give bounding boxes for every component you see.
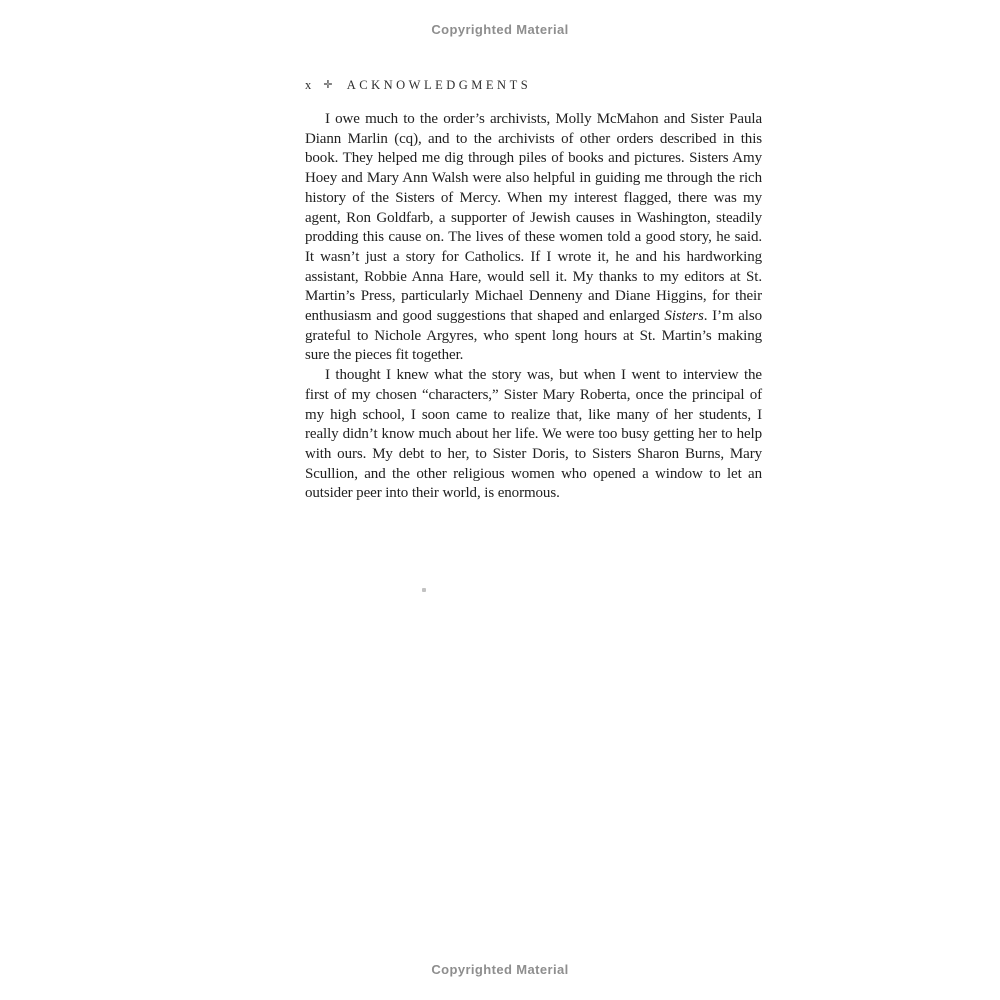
running-head	[305, 78, 762, 93]
paragraph-text: I owe much to the order’s archivists, Molly McMahon and Sister Paula Diann Marlin (cq), and to the archivists of other orders described in this book. They helped me dig through piles of books and pictures. Sisters Amy Hoey and Mary Ann Walsh were also helpful in guiding me through the rich history of the Sisters of Mercy. When my interest flagged, there was my agent, Ron Goldfarb, a supporter of Jewish causes in Washington, steadily prodding this cause on. The lives of these women told a good story, he said. It wasn’t just a story for Catholics. If I wrote it, he and his hardworking assistant, Robbie Anna Hare, would sell it. My thanks to my editors at St. Martin’s Press, particularly Michael Denneny and Diane Higgins, for their enthusiasm and good suggestions that shaped and enlarged	[305, 111, 762, 325]
copyright-notice-bottom: Copyrighted Material	[431, 962, 569, 977]
paragraph	[305, 110, 762, 366]
paragraph-text: I thought I knew what the story was, but when I went to interview the first of my chosen “characters,” Sister Mary Roberta, once the principal of my high school, I soon came to realize that, like many of her students, I really didn’t know much about her life. We were too busy getting her to help with ours. My debt to her, to Sister Doris, to Sisters Sharon Burns, Mary Scullion, and the other religious women who opened a window to let an outsider peer into their world, is enormous.	[305, 367, 762, 502]
page-content	[305, 78, 762, 504]
italic-text: Sisters	[664, 308, 704, 325]
body-text	[305, 110, 762, 504]
scan-speck	[422, 588, 426, 592]
cross-ornament-icon: ✛	[323, 78, 333, 91]
chapter-title: ACKNOWLEDGMENTS	[346, 78, 532, 92]
page-number: x	[305, 78, 312, 92]
copyright-notice-top: Copyrighted Material	[431, 22, 569, 37]
paragraph-text: . I’m also grateful to Nichole Argyres, who spent long hours at St. Martin’s making sure the pieces fit together.	[305, 308, 763, 364]
paragraph	[305, 366, 762, 504]
